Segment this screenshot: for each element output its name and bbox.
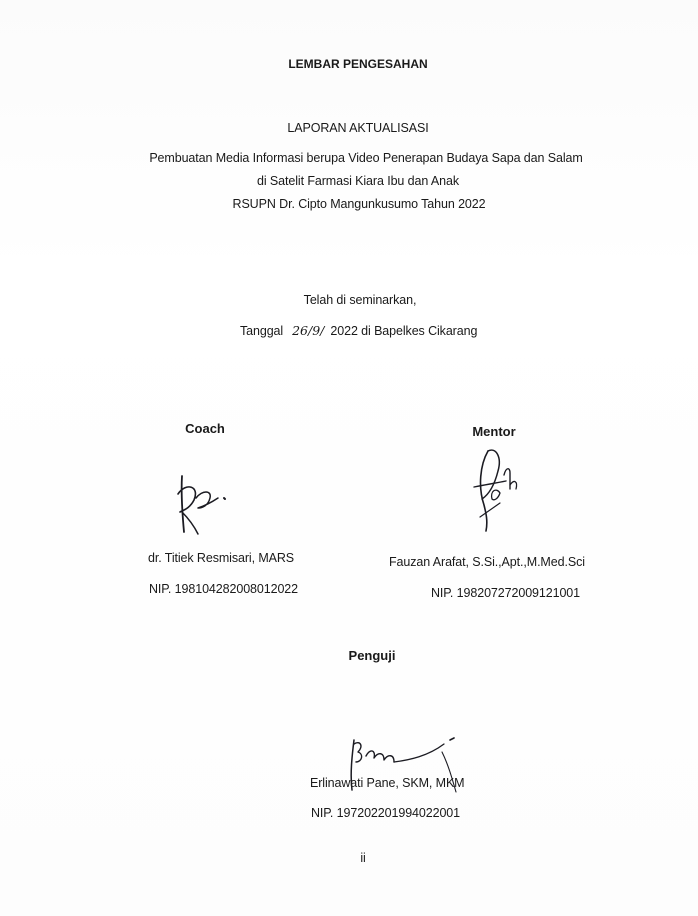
examiner-role-label: Penguji [348,648,396,663]
coach-name: dr. Titiek Resmisari, MARS [148,551,295,565]
date-handwritten: 26/9/ [292,323,325,338]
subject-line-2: di Satelit Farmasi Kiara Ibu dan Anak [257,174,459,188]
date-prefix: Tanggal [240,324,284,338]
subject-line-1: Pembuatan Media Informasi berupa Video Penerapan Budaya Sapa dan Salam [149,151,583,165]
coach-signature [168,468,238,538]
page-number: ii [360,851,366,865]
examiner-name: Erlinawati Pane, SKM, MKM [310,776,465,790]
seminar-statement: Telah di seminarkan, [303,293,417,307]
report-type: LAPORAN AKTUALISASI [287,121,429,135]
date-suffix: 2022 di Bapelkes Cikarang [330,324,478,338]
coach-nip: NIP. 198104282008012022 [149,582,299,596]
page-title: LEMBAR PENGESAHAN [288,57,428,71]
mentor-name: Fauzan Arafat, S.Si.,Apt.,M.Med.Sci [389,555,585,569]
coach-role-label: Coach [185,421,225,436]
mentor-role-label: Mentor [472,424,516,439]
examiner-nip: NIP. 197202201994022001 [311,806,461,820]
mentor-nip: NIP. 198207272009121001 [431,586,581,600]
subject-line-3: RSUPN Dr. Cipto Mangunkusumo Tahun 2022 [232,197,486,211]
seminar-date-line [240,323,477,338]
mentor-signature [466,443,526,533]
